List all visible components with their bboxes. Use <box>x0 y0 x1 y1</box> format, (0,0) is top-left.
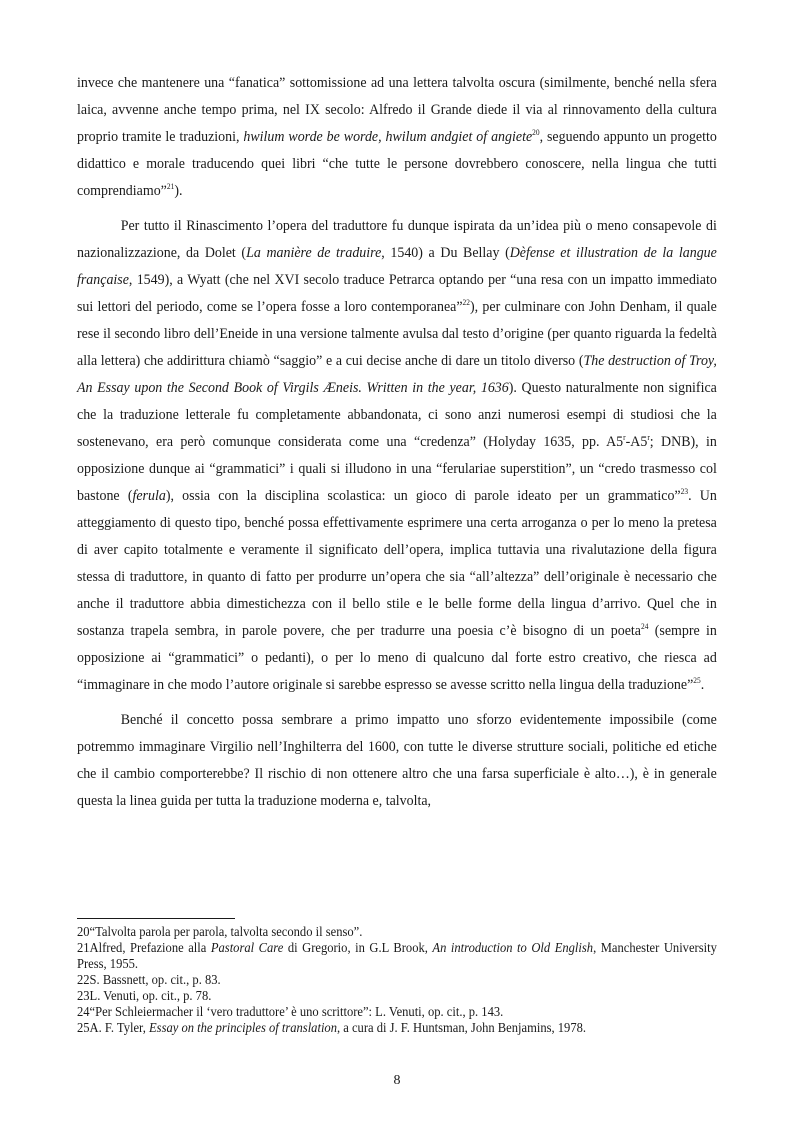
footnote-23: 23L. Venuti, op. cit., p. 78. <box>77 988 212 1003</box>
page-number: 8 <box>393 1073 401 1088</box>
paragraph-3: Benché il concetto possa sembrare a primo impatto uno sforzo evidentemente impossibile (come potremmo immaginare Virgilio nell’Inghilterra del 1600, con tutte le diverse strutture sociali, politiche ed etiche che il cambio comporterebbe? Il rischio di non ottenere altro che una farsa superficiale è alto…), è in generale questa la linea guida per tutta la traduzione moderna e, talvolta, <box>77 712 717 809</box>
footnote-divider <box>77 918 235 919</box>
footnote-ref-23[interactable]: 23 <box>680 487 689 496</box>
footnote-ref-21[interactable]: 21 <box>166 182 175 191</box>
footnote-ref-24[interactable]: 24 <box>641 622 649 631</box>
paragraph-1: invece che mantenere una “fanatica” sottomissione ad una lettera talvolta oscura (similmente, benché nella sfera laica, avvenne anche tempo prima, nel IX secolo: Alfredo il Grande diede il via al rinnovamento della cultura proprio tramite le traduzioni, hwilum worde be worde, hwilum andgiet of angiete$^{20}$, seguendo appunto un progetto didattico e morale traducendo quei libri “che tutte le persone dovrebbero conoscere, nella lingua che tutti comprendiamo”$^{21}$). <box>77 75 717 199</box>
body-text <box>77 70 717 815</box>
footnote-ref-25[interactable]: 25 <box>693 676 701 685</box>
footnotes <box>77 924 717 1036</box>
footnote-ref-20[interactable]: 20 <box>532 128 540 137</box>
italic-phrase: hwilum worde be worde, hwilum andgiet of angiete <box>243 129 533 145</box>
footnote-25: 25A. F. Tyler, Essay on the principles of translation, a cura di J. F. Huntsman, John Benjamins, 1978. <box>77 1020 587 1035</box>
footnote-24: 24“Per Schleiermacher il ‘vero traduttore’ è uno scrittore”: L. Venuti, op. cit., p. 143. <box>77 1004 504 1019</box>
footnote-22: 22S. Bassnett, op. cit., p. 83. <box>77 972 221 987</box>
footnote-20: 20“Talvolta parola per parola, talvolta secondo il senso”. <box>77 924 363 939</box>
footnote-21: 21Alfred, Prefazione alla Pastoral Care di Gregorio, in G.L Brook, An introduction to Old English, Manchester University Press, 1955. <box>77 940 717 971</box>
footnote-ref-22[interactable]: 22 <box>462 298 470 307</box>
paragraph-2: Per tutto il Rinascimento l’opera del traduttore fu dunque ispirata da un’idea più o meno consapevole di nazionalizzazione, da Dolet (La manière de traduire, 1540) a Du Bellay (Dèfense et illustration de la langue française, 1549), a Wyatt (che nel XVI secolo traduce Petrarca optando per “una resa con un impatto immediato sui lettori del periodo, come se l’opera fosse a loro contemporanea”$^{22}$), per culminare con John Denham, il quale rese il secondo libro dell’Eneide in una versione talmente avulsa dal testo d’origine (per quanto riguarda la fedeltà alla lettera) che addirittura chiamò “saggio” e a cui decise anche di dare un titolo diverso (The destruction of Troy, An Essay upon the Second Book of Virgils Æneis. Written in the year, 1636). Questo naturalmente non significa che la traduzione letterale fu completamente abbandonata, ci sono anzi numerosi esempi di studiosi che la sostenevano, era però comunque considerata come una “credenza” (Holyday 1635, pp. A5$^r$-A5$^r$; DNB), in opposizione dunque ai “grammatici” i quali si illudono in una “ferulariae superstition”, un “credo trasmesso col bastone (ferula), ossia con la disciplina scolastica: un gioco di parole ideato per un grammatico”$^{23}$. Un atteggiamento di questo tipo, benché possa effettivamente esprimere una certa arroganza o per lo meno la pretesa di aver capito totalmente e veramente il significato dell’opera, implica tuttavia una rivalutazione della figura stessa di traduttore, in quanto di fatto per produrre un’opera che sia “all’altezza” dell’originale è necessario che anche il traduttore abbia dimestichezza con il bello stile e le belle forme della lingua d’arrivo. Quel che in sostanza trapela sembra, in parole povere, che per tradurre una poesia c’è bisogno di un poeta$^{24}$ (sempre in opposizione ai “grammatici” o pedanti), o per lo meno di qualcuno dal forte estro creativo, che riesca ad “immaginare in che modo l’autore originale si sarebbe espresso se avesse scritto nella lingua della traduzione”$^{25}$. <box>77 218 717 693</box>
